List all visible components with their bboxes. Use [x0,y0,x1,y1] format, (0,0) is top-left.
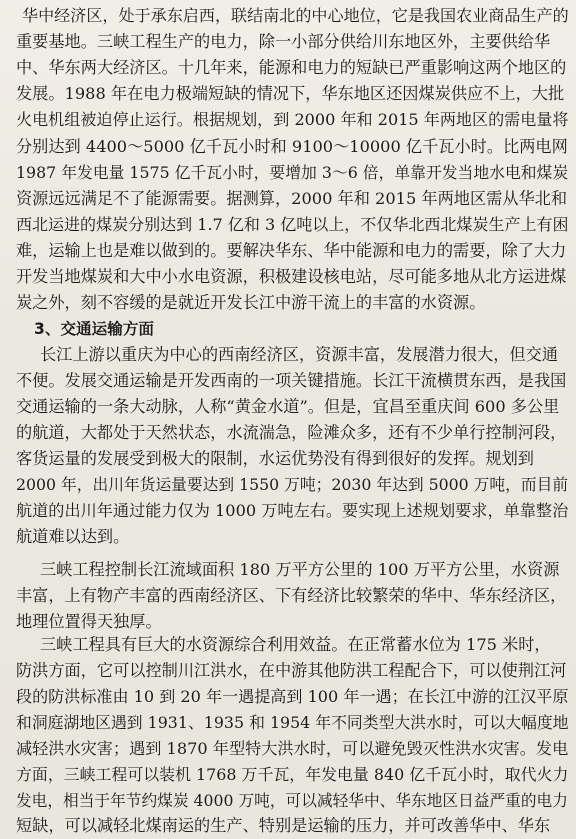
text-line: 火电机组被迫停止运行。根据规划，到 2000 年和 2015 年两地区的需电量将 [16,110,569,129]
text-line: 中、华东两大经济区。十几年来，能源和电力的短缺已严重影响这两个地区的 [16,58,567,77]
text-line: 三峡工程控制长江流域面积 180 万平方公里的 100 万平方公里，水资源 [40,560,560,579]
text-line: 短缺，可以减轻北煤南运的生产、特别是运输的压力，并可改善华中、华东 [16,816,551,835]
text-line: 交通运输的一条大动脉，人称“黄金水道”。但是，宜昌至重庆间 600 多公里 [16,397,560,416]
text-line: 方面，三峡工程可以装机 1768 万千瓦，年发电量 840 亿千瓦小时，取代火力 [16,765,569,784]
text-line: 和洞庭湖地区遇到 1931、1935 和 1954 年不同类型大洪水时，可以大幅度地 [16,713,569,732]
text-line: 分别达到 4400～5000 亿千瓦小时和 9100～10000 亿千瓦小时。比两电网 [16,137,568,156]
text-line: 航道难以达到。 [16,527,130,546]
text-line: 航道的出川年通过能力仅为 1000 万吨左右。要实现上述规划要求，单靠整治 [16,501,569,520]
text-line: 资源远远满足不了能源需要。据测算，2000 年和 2015 年两地区需从华北和 [16,189,568,208]
text-line: 西北运进的煤炭分别达到 1.7 亿和 3 亿吨以上，不仅华北西北煤炭生产上有困 [16,215,569,234]
text-line: 的航道，大都处于天然状态，水流湍急，险滩众多，还有不少单行控制河段， [16,423,567,442]
text-line: 重要基地。三峡工程生产的电力，除一小部分供给川东地区外，主要供给华 [16,32,551,51]
text-line: 难，运输上也是难以做到的。要解决华东、华中能源和电力的需要，除了大力 [16,241,567,260]
text-line: 炭之外，刻不容缓的是就近开发长江中游干流上的丰富的水资源。 [16,293,486,312]
text-line: 防洪方面，它可以控制川江洪水，在中游其他防洪工程配合下，可以使荆江河 [16,661,567,680]
text-line: 长江上游以重庆为中心的西南经济区，资源丰富，发展潜力很大，但交通 [40,345,558,364]
text-line: 客货运量的发展受到极大的限制，水运优势没有得到很好的发挥。规划到 [16,449,534,468]
text-line: 开发当地煤炭和大中小水电资源，积极建设核电站，尽可能多地从北方运进煤 [16,267,567,286]
section-heading: 3、交通运输方面 [34,320,155,338]
text-line: 华中经济区，处于承东启西，联结南北的中心地位，它是我国农业商品生产的 [22,6,569,25]
text-line: 1987 年发电量 1575 亿千瓦小时，要增加 3～6 倍，单靠开发当地水电和煤炭 [16,163,569,182]
text-line: 地理位置得天独厚。 [16,612,162,631]
text-line: 减轻洪水灾害；遇到 1870 年型特大洪水时，可以避免毁灭性洪水灾害。发电 [16,739,569,758]
text-line: 丰富，上有物产丰富的西南经济区、下有经济比较繁荣的华中、华东经济区， [16,586,567,605]
text-line: 发展。1988 年在电力极端短缺的情况下，华东地区还因煤炭供应不上，大批 [16,84,565,103]
text-line: 三峡工程具有巨大的水资源综合利用效益。在正常蓄水位为 175 米时， [40,635,551,654]
text-line: 不便。发展交通运输是开发西南的一项关键措施。长江干流横贯东西，是我国 [16,371,567,390]
text-line: 2000 年，出川年货运量要达到 1550 万吨；2030 年达到 5000 万吨，而目前 [16,475,569,494]
text-line: 段的防洪标准由 10 到 20 年一遇提高到 100 年一遇；在长江中游的江汉平原 [16,687,569,706]
text-line: 发电，相当于年节约煤炭 4000 万吨，可以减轻华中、华东地区日益严重的电力 [16,791,568,810]
